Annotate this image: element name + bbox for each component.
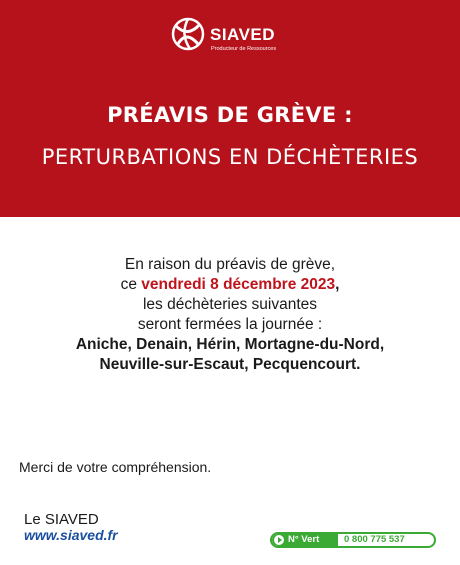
page-title: PRÉAVIS DE GRÈVE :	[107, 103, 353, 127]
arrow-right-icon	[274, 535, 284, 545]
signature: Le SIAVED	[24, 511, 99, 528]
green-number-label: N° Vert	[288, 534, 320, 545]
strike-date: vendredi 8 décembre 2023	[141, 276, 336, 293]
siaved-logo	[170, 14, 300, 58]
closed-sites-line: Neuville-sur-Escaut, Pecquencourt.	[99, 356, 361, 373]
green-number-tag	[272, 534, 338, 546]
message-line: En raison du préavis de grève,	[124, 256, 336, 273]
website-link[interactable]: www.siaved.fr	[24, 527, 118, 543]
header-banner	[0, 0, 460, 217]
announcement-message	[0, 255, 460, 375]
brand-name: SIAVED	[210, 25, 276, 44]
green-number-badge[interactable]	[270, 532, 436, 548]
green-phone-number: 0 800 775 537	[344, 534, 405, 545]
message-line-date	[0, 275, 460, 295]
thanks-text: Merci de votre compréhension.	[19, 459, 212, 475]
date-prefix: ce	[120, 276, 142, 293]
page-subtitle: PERTURBATIONS EN DÉCHÈTERIES	[41, 145, 419, 169]
brand-tagline: Producteur de Ressources	[211, 46, 277, 52]
message-line: les déchèteries suivantes	[142, 296, 318, 313]
logo-icon	[170, 14, 206, 54]
message-line: seront fermées la journée :	[137, 316, 323, 333]
closed-sites-line: Aniche, Denain, Hérin, Mortagne-du-Nord,	[75, 336, 385, 353]
date-suffix: ,	[335, 276, 340, 293]
